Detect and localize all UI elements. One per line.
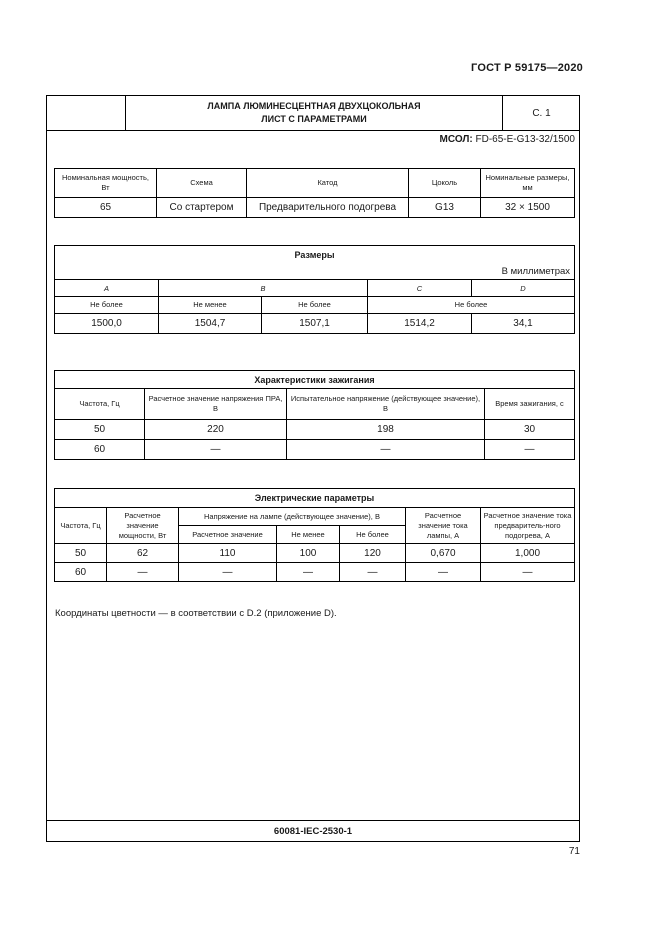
el-header-freq: Частота, Гц <box>55 508 107 544</box>
ign-cell: 198 <box>287 420 485 440</box>
msol-designation <box>440 134 575 145</box>
header-cathode: Катод <box>247 169 409 198</box>
ign-cell: 50 <box>55 420 145 440</box>
dimensions-unit: В миллиметрах <box>55 264 575 280</box>
el-cell: 110 <box>179 544 277 563</box>
dim-limit-b-min: Не менее <box>159 297 262 314</box>
el-cell: 50 <box>55 544 107 563</box>
electrical-table <box>54 488 575 582</box>
sheet-title <box>126 96 502 130</box>
sheet-footer-code: 60081-IEC-2530-1 <box>47 820 579 841</box>
dimensions-title: Размеры <box>55 246 575 264</box>
dim-letter-b: B <box>159 280 368 297</box>
ign-header-freq: Частота, Гц <box>55 389 145 420</box>
cell-scheme: Со стартером <box>157 198 247 218</box>
main-parameters-table <box>54 168 575 218</box>
ignition-title: Характеристики зажигания <box>55 371 575 389</box>
dim-value-c: 1514,2 <box>368 314 472 334</box>
page-number: 71 <box>568 846 580 857</box>
ign-cell: 220 <box>145 420 287 440</box>
sheet-title-line1: ЛАМПА ЛЮМИНЕСЦЕНТНАЯ ДВУХЦОКОЛЬНАЯ <box>207 101 421 111</box>
el-cell: 60 <box>55 563 107 582</box>
el-header-preheat: Расчетное значение тока предваритель-ного подогрева, А <box>481 508 575 544</box>
dim-value-d: 34,1 <box>472 314 575 334</box>
dim-letter-a: A <box>55 280 159 297</box>
el-cell: — <box>406 563 481 582</box>
header-nominal-dimensions: Номинальные размеры, мм <box>481 169 575 198</box>
ign-header-ballast-voltage: Расчетное значение напряжения ПРА, В <box>145 389 287 420</box>
msol-value: FD-65-E-G13-32/1500 <box>475 134 575 145</box>
chromaticity-note: Координаты цветности — в соответствии с D.2 (приложение D). <box>55 608 337 619</box>
el-cell: 100 <box>277 544 340 563</box>
dimensions-table <box>54 245 575 334</box>
electrical-title: Электрические параметры <box>55 489 575 508</box>
ignition-table <box>54 370 575 460</box>
el-cell: 1,000 <box>481 544 575 563</box>
header-cap: Цоколь <box>409 169 481 198</box>
dim-limit-a: Не более <box>55 297 159 314</box>
dim-value-b-max: 1507,1 <box>262 314 368 334</box>
el-cell: — <box>481 563 575 582</box>
dim-limit-cd: Не более <box>368 297 575 314</box>
standard-number: ГОСТ Р 59175—2020 <box>471 62 583 74</box>
dim-letter-d: D <box>472 280 575 297</box>
cell-nominal-dimensions: 32 × 1500 <box>481 198 575 218</box>
ign-cell: — <box>485 440 575 460</box>
ign-cell: 30 <box>485 420 575 440</box>
el-header-voltage-min: Не менее <box>277 526 340 544</box>
ign-cell: — <box>287 440 485 460</box>
el-cell: 0,670 <box>406 544 481 563</box>
header-power: Номинальная мощность, Вт <box>55 169 157 198</box>
sheet-title-line2: ЛИСТ С ПАРАМЕТРАМИ <box>261 114 367 124</box>
cell-power: 65 <box>55 198 157 218</box>
el-cell: — <box>107 563 179 582</box>
msol-label: МСОЛ: <box>439 134 473 145</box>
sheet-header <box>47 96 579 131</box>
sheet-number: С. 1 <box>502 96 580 130</box>
cell-cathode: Предварительного подогрева <box>247 198 409 218</box>
el-cell: — <box>277 563 340 582</box>
parameter-sheet-frame <box>46 95 580 842</box>
ign-header-test-voltage: Испытательное напряжение (действующее значение), В <box>287 389 485 420</box>
ign-cell: — <box>145 440 287 460</box>
ign-cell: 60 <box>55 440 145 460</box>
el-cell: 120 <box>340 544 406 563</box>
ign-header-time: Время зажигания, с <box>485 389 575 420</box>
dim-value-a: 1500,0 <box>55 314 159 334</box>
dim-letter-c: C <box>368 280 472 297</box>
el-header-voltage-max: Не более <box>340 526 406 544</box>
dim-value-b-min: 1504,7 <box>159 314 262 334</box>
el-header-current: Расчетное значение тока лампы, А <box>406 508 481 544</box>
el-cell: — <box>179 563 277 582</box>
el-header-power: Расчетное значение мощности, Вт <box>107 508 179 544</box>
cell-cap: G13 <box>409 198 481 218</box>
el-cell: 62 <box>107 544 179 563</box>
header-scheme: Схема <box>157 169 247 198</box>
el-header-voltage-calc: Расчетное значение <box>179 526 277 544</box>
dim-limit-b-max: Не более <box>262 297 368 314</box>
el-cell: — <box>340 563 406 582</box>
header-blank-cell <box>47 96 126 130</box>
el-header-voltage-group: Напряжение на лампе (действующее значение), В <box>179 508 406 526</box>
